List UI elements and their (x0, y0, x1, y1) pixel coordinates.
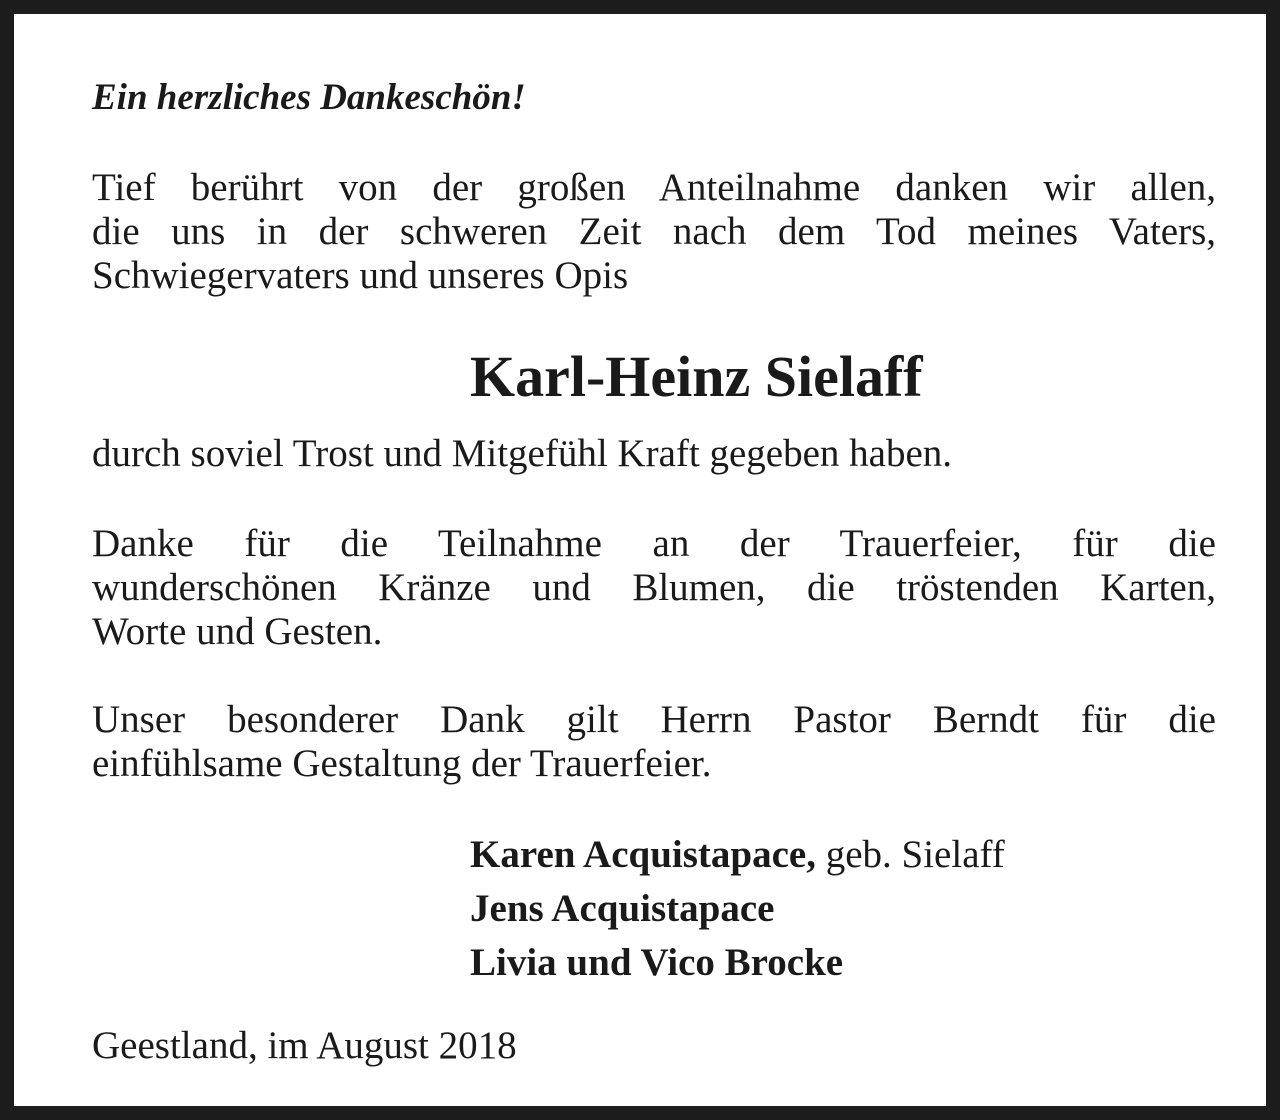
signer-name: Karen Acquistapace, (470, 833, 816, 876)
ceremony-line-2: wunderschönen Kränze und Blumen, die tröstenden Karten, (92, 566, 1216, 609)
thanks-line-1: Tief berührt von der großen Anteilnahme danken wir allen, (92, 166, 1216, 209)
thanks-line-2: die uns in der schweren Zeit nach dem Tod meines Vaters, (92, 210, 1216, 253)
ceremony-paragraph (92, 522, 1216, 654)
signer-suffix: geb. Sielaff (815, 833, 1005, 876)
ceremony-line-3: Worte und Gesten. (92, 610, 383, 653)
comfort-paragraph: durch soviel Trost und Mitgefühl Kraft gegeben haben. (92, 432, 953, 475)
pastor-line-1: Unser besonderer Dank gilt Herrn Pastor Berndt für die (92, 698, 1216, 741)
signers-list (470, 828, 1005, 990)
signer-item (470, 828, 1005, 882)
signer-name: Jens Acquistapace (470, 887, 775, 930)
signer-name: Livia und Vico Brocke (470, 941, 844, 984)
pastor-line-2: einfühlsame Gestaltung der Trauerfeier. (92, 742, 712, 785)
pastor-paragraph (92, 698, 1216, 786)
deceased-name: Karl-Heinz Sielaff (470, 344, 923, 409)
thanks-paragraph (92, 166, 1216, 298)
notice-heading: Ein herzliches Dankeschön! (92, 77, 526, 118)
signer-item (470, 882, 1005, 936)
thanks-line-3: Schwiegervaters und unseres Opis (92, 254, 629, 297)
place-date: Geestland, im August 2018 (92, 1024, 517, 1067)
signer-item (470, 936, 1005, 990)
ceremony-line-1: Danke für die Teilnahme an der Trauerfeier, für die (92, 522, 1216, 565)
